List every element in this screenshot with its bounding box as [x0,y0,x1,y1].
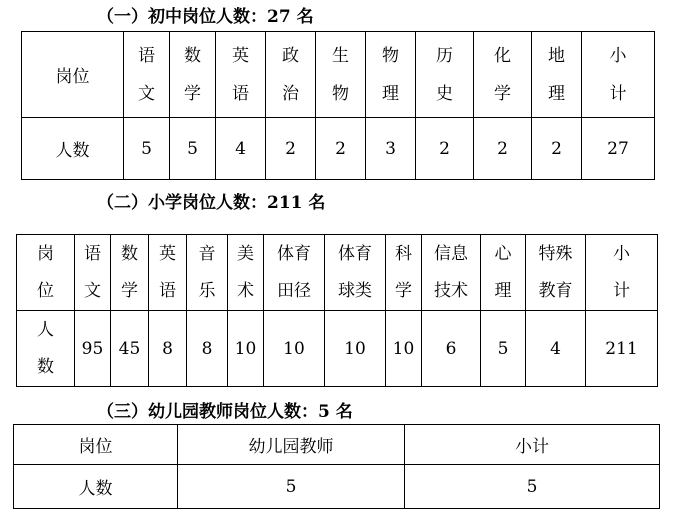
subtotal-header: 小 计 [586,235,658,311]
count-cell: 2 [266,118,316,180]
subject-header: 化 学 [474,32,532,118]
section2-heading: （二）小学岗位人数：211 名 [97,193,326,213]
count-cell: 2 [416,118,474,180]
subject-header: 美 术 [228,235,264,311]
subject-header: 体育 球类 [325,235,386,311]
count-cell: 45 [111,311,149,387]
subject-header: 英 语 [216,32,266,118]
count-cell: 8 [187,311,228,387]
subject-header: 音 乐 [187,235,228,311]
subject-header: 数 学 [170,32,216,118]
count-cell: 10 [386,311,422,387]
header-label: 岗位 [14,425,178,465]
count-cell: 3 [366,118,416,180]
table-header-row [14,425,660,465]
kindergarten-teacher-header: 幼儿园教师 [178,425,405,465]
subject-header: 信息 技术 [422,235,481,311]
subject-header: 心 理 [481,235,526,311]
count-cell: 4 [216,118,266,180]
subject-header: 物 理 [366,32,416,118]
subject-header: 生 物 [316,32,366,118]
count-cell: 6 [422,311,481,387]
header-label: 岗位 [22,32,124,118]
count-cell: 2 [532,118,582,180]
subtotal-cell: 211 [586,311,658,387]
count-cell: 5 [178,465,405,509]
section1-heading: （一）初中岗位人数：27 名 [97,7,314,27]
count-cell: 10 [325,311,386,387]
table-header-row [22,32,655,118]
table-row [22,118,655,180]
row-label: 人 数 [17,311,75,387]
subject-header: 语 文 [75,235,111,311]
subject-header: 历 史 [416,32,474,118]
table-row [17,311,658,387]
count-cell: 2 [474,118,532,180]
count-cell: 10 [228,311,264,387]
count-cell: 10 [264,311,325,387]
subject-header: 语 文 [124,32,170,118]
count-cell: 5 [481,311,526,387]
kindergarten-positions-table [13,424,660,509]
count-cell: 4 [526,311,586,387]
count-cell: 5 [170,118,216,180]
subject-header: 特殊 教育 [526,235,586,311]
count-cell: 8 [149,311,187,387]
section3-heading: （三）幼儿园教师岗位人数：5 名 [97,402,353,422]
count-cell: 5 [124,118,170,180]
subtotal-cell: 27 [582,118,655,180]
junior-high-positions-table [21,31,655,180]
table-row [14,465,660,509]
header-label: 岗 位 [17,235,75,311]
subject-header: 政 治 [266,32,316,118]
subject-header: 体育 田径 [264,235,325,311]
primary-school-positions-table [16,234,658,387]
subtotal-header: 小 计 [582,32,655,118]
count-cell: 2 [316,118,366,180]
subtotal-header: 小计 [405,425,660,465]
subject-header: 科 学 [386,235,422,311]
count-cell: 95 [75,311,111,387]
subtotal-cell: 5 [405,465,660,509]
subject-header: 地 理 [532,32,582,118]
table-header-row [17,235,658,311]
subject-header: 英 语 [149,235,187,311]
subject-header: 数 学 [111,235,149,311]
row-label: 人数 [22,118,124,180]
row-label: 人数 [14,465,178,509]
